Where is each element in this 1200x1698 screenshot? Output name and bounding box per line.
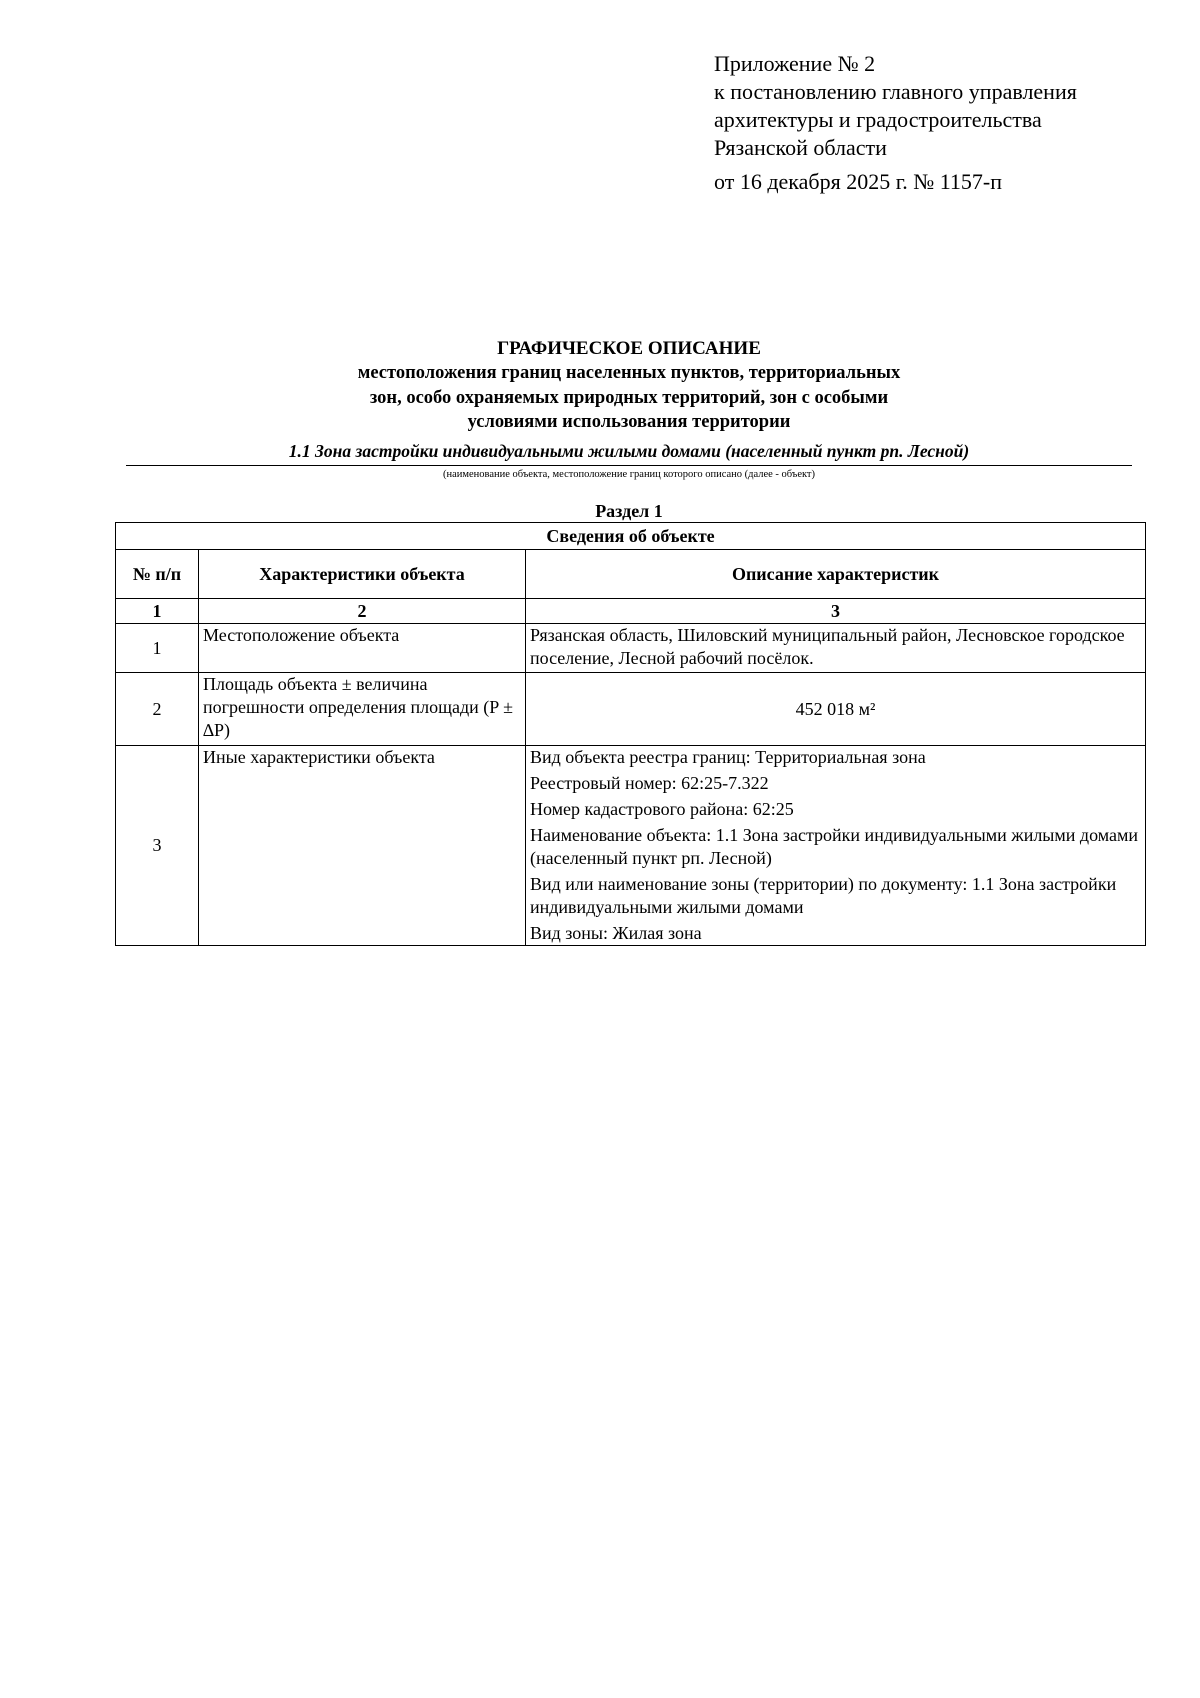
row-description [526, 624, 1146, 673]
object-name: 1.1 Зона застройки индивидуальными жилыми домами (населенный пункт рп. Лесной) [288, 441, 970, 461]
row-characteristic: Местоположение объекта [199, 624, 526, 673]
column-number-3: 3 [526, 599, 1146, 624]
annex-resolution-line: к постановлению главного управления [714, 79, 1077, 104]
annex-number: Приложение № 2 [714, 51, 876, 76]
description-line: Номер кадастрового района: 62:25 [530, 799, 794, 819]
row-number: 3 [116, 746, 199, 946]
description-line: Вид объекта реестра границ: Территориальная зона [530, 747, 926, 767]
table-row [116, 624, 1146, 673]
table-row [116, 746, 1146, 946]
description-line: Наименование объекта: 1.1 Зона застройки индивидуальными жилыми домами (населенный пункт рп. Лесной) [530, 825, 1139, 868]
title-sub-line-2: зон, особо охраняемых природных территорий, зон с особыми [369, 387, 889, 408]
description-line: Реестровый номер: 62:25-7.322 [530, 773, 769, 793]
row-number: 1 [116, 624, 199, 673]
description-line: 452 018 м² [795, 698, 876, 719]
object-caption: (наименование объекта, местоположение границ которого описано (далее - объект) [442, 469, 816, 480]
description-line: Вид зоны: Жилая зона [530, 923, 702, 943]
row-characteristic: Иные характеристики объекта [199, 746, 526, 946]
row-number: 2 [116, 673, 199, 746]
section-title: Раздел 1 [595, 501, 663, 521]
row-characteristic: Площадь объекта ± величина погрешности определения площади (P ± ∆P) [199, 673, 526, 746]
annex-region-line: Рязанской области [714, 135, 887, 160]
annex-block [714, 50, 1077, 196]
table-row [116, 673, 1146, 746]
annex-authority-line: архитектуры и градостроительства [714, 107, 1042, 132]
title-main: ГРАФИЧЕСКОЕ ОПИСАНИЕ [497, 338, 761, 359]
table-header: Сведения об объекте [116, 523, 1146, 550]
column-header-description: Описание характеристик [526, 550, 1146, 599]
row-description [526, 746, 1146, 946]
column-number-1: 1 [116, 599, 199, 624]
description-line: Вид или наименование зоны (территории) по документу: 1.1 Зона застройки индивидуальными жилыми домами [530, 874, 1117, 917]
document-title [126, 336, 1132, 435]
title-sub-line-1: местоположения границ населенных пунктов, территориальных [357, 363, 901, 383]
column-header-characteristics: Характеристики объекта [199, 550, 526, 599]
object-info-table [115, 522, 1146, 946]
row-description [526, 673, 1146, 746]
column-number-2: 2 [199, 599, 526, 624]
annex-date: от 16 декабря 2025 г. № 1157-п [714, 169, 1003, 194]
title-sub-line-3: условиями использования территории [467, 412, 791, 432]
object-name-underline [126, 465, 1132, 466]
description-line: Рязанская область, Шиловский муниципальный район, Лесновское городское поселение, Лесной рабочий посёлок. [530, 625, 1125, 668]
column-header-num: № п/п [116, 550, 199, 599]
